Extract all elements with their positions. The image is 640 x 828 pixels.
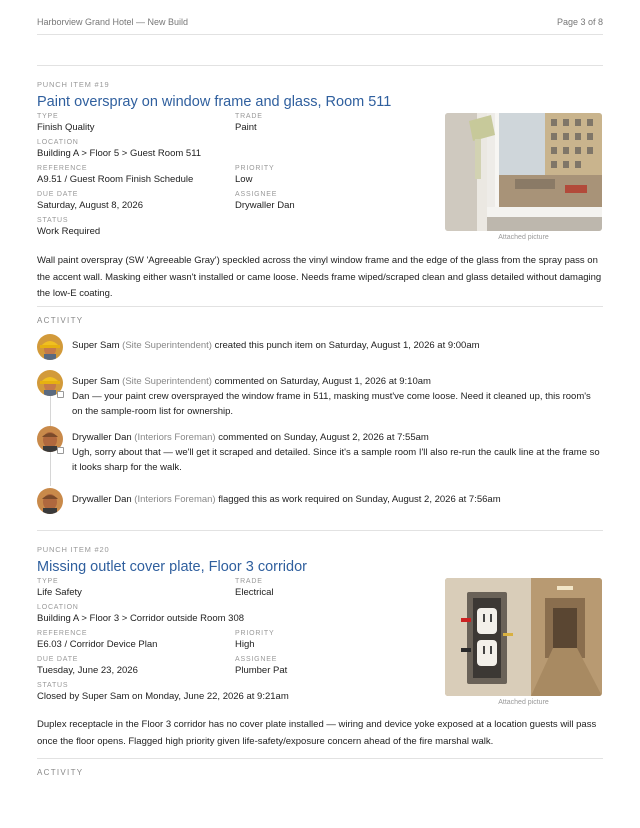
activity-text: Drywaller Dan (Interiors Foreman) flagged this as work required on Sunday, August 2, 2026 at 7:56am bbox=[72, 494, 501, 505]
page-number: Page 3 of 8 bbox=[556, 17, 603, 27]
field-location: LOCATION Building A > Floor 5 > Guest Room 511 bbox=[37, 139, 202, 159]
field-trade: TRADE Electrical bbox=[235, 578, 274, 598]
field-reference: REFERENCE A9.51 / Guest Room Finish Schedule bbox=[37, 165, 194, 185]
punch-item-19 bbox=[37, 80, 603, 237]
punch-item-title[interactable]: Missing outlet cover plate, Floor 3 corridor bbox=[37, 559, 307, 575]
section-divider bbox=[37, 65, 603, 66]
activity-entry bbox=[37, 488, 603, 516]
activity-comment: Ugh, sorry about that — we'll get it scraped and detailed. Since it's a sample room I'll also re-run the caulk line at the frame so it looks sharp for the walk. bbox=[72, 447, 600, 473]
activity-entry bbox=[37, 370, 603, 416]
field-assignee: ASSIGNEE Plumber Pat bbox=[235, 656, 288, 676]
punch-item-label: PUNCH ITEM #20 bbox=[37, 545, 110, 554]
punch-item-description: Duplex receptacle in the Floor 3 corridor has no cover plate installed — wiring and device yoke exposed at a location guests will pass once the floor opens. Flagged high priority given life-safety/exposure concern ahead of the fire marshal walk. bbox=[37, 719, 597, 747]
punch-item-description: Wall paint overspray (SW 'Agreeable Gray') speckled across the vinyl window frame and the edge of the glass from the spray pass on the accent wall. Masking either wasn't installed or came loose. Needs frame wiped/scraped clean and glass detailed without damaging the low-E coating. bbox=[37, 255, 602, 299]
punch-item-title[interactable]: Paint overspray on window frame and glass, Room 511 bbox=[37, 94, 392, 110]
activity-comment: Dan — your paint crew oversprayed the window frame in 511, masking must've come loose. Need it cleaned up, this room's on the sample-room list for ownership. bbox=[72, 391, 591, 417]
section-divider bbox=[37, 306, 603, 307]
punch-item-20 bbox=[37, 545, 603, 702]
attached-photo-outlet[interactable] bbox=[445, 578, 602, 696]
field-reference: REFERENCE E6.03 / Corridor Device Plan bbox=[37, 630, 158, 650]
field-status: STATUS Work Required bbox=[37, 217, 101, 237]
punch-item-label: PUNCH ITEM #19 bbox=[37, 80, 110, 89]
avatar bbox=[37, 334, 63, 360]
field-assignee: ASSIGNEE Drywaller Dan bbox=[235, 191, 295, 211]
field-priority: PRIORITY High bbox=[235, 630, 275, 650]
field-trade: TRADE Paint bbox=[235, 113, 263, 133]
field-due-date: DUE DATE Saturday, August 8, 2026 bbox=[37, 191, 143, 211]
photo-caption: Attached picture bbox=[498, 234, 549, 241]
section-divider bbox=[37, 530, 603, 531]
activity-entry bbox=[37, 426, 603, 472]
page-header bbox=[37, 17, 603, 35]
comment-icon bbox=[57, 391, 64, 398]
project-name: Harborview Grand Hotel — New Build bbox=[37, 17, 189, 27]
section-divider bbox=[37, 758, 603, 759]
field-priority: PRIORITY Low bbox=[235, 165, 275, 185]
activity-text: Super Sam (Site Superintendent) commented on Saturday, August 1, 2026 at 9:10am bbox=[72, 376, 431, 387]
photo-caption: Attached picture bbox=[498, 699, 549, 706]
field-type: TYPE Finish Quality bbox=[37, 113, 95, 133]
activity-text: Drywaller Dan (Interiors Foreman) commented on Sunday, August 2, 2026 at 7:55am bbox=[72, 432, 429, 443]
activity-heading: ACTIVITY bbox=[37, 768, 84, 777]
attached-photo-window[interactable] bbox=[445, 113, 602, 231]
punch-item-fields bbox=[37, 112, 437, 242]
field-status: STATUS Closed by Super Sam on Monday, June 22, 2026 at 9:21am bbox=[37, 682, 289, 702]
field-location: LOCATION Building A > Floor 3 > Corridor outside Room 308 bbox=[37, 604, 245, 624]
comment-icon bbox=[57, 447, 64, 454]
header-divider bbox=[37, 34, 603, 35]
field-due-date: DUE DATE Tuesday, June 23, 2026 bbox=[37, 656, 138, 676]
punch-item-fields bbox=[37, 577, 437, 707]
activity-text: Super Sam (Site Superintendent) created this punch item on Saturday, August 1, 2026 at 9:00am bbox=[72, 340, 480, 351]
field-type: TYPE Life Safety bbox=[37, 578, 82, 598]
activity-heading: ACTIVITY bbox=[37, 316, 84, 325]
avatar bbox=[37, 488, 63, 514]
activity-entry bbox=[37, 334, 603, 362]
